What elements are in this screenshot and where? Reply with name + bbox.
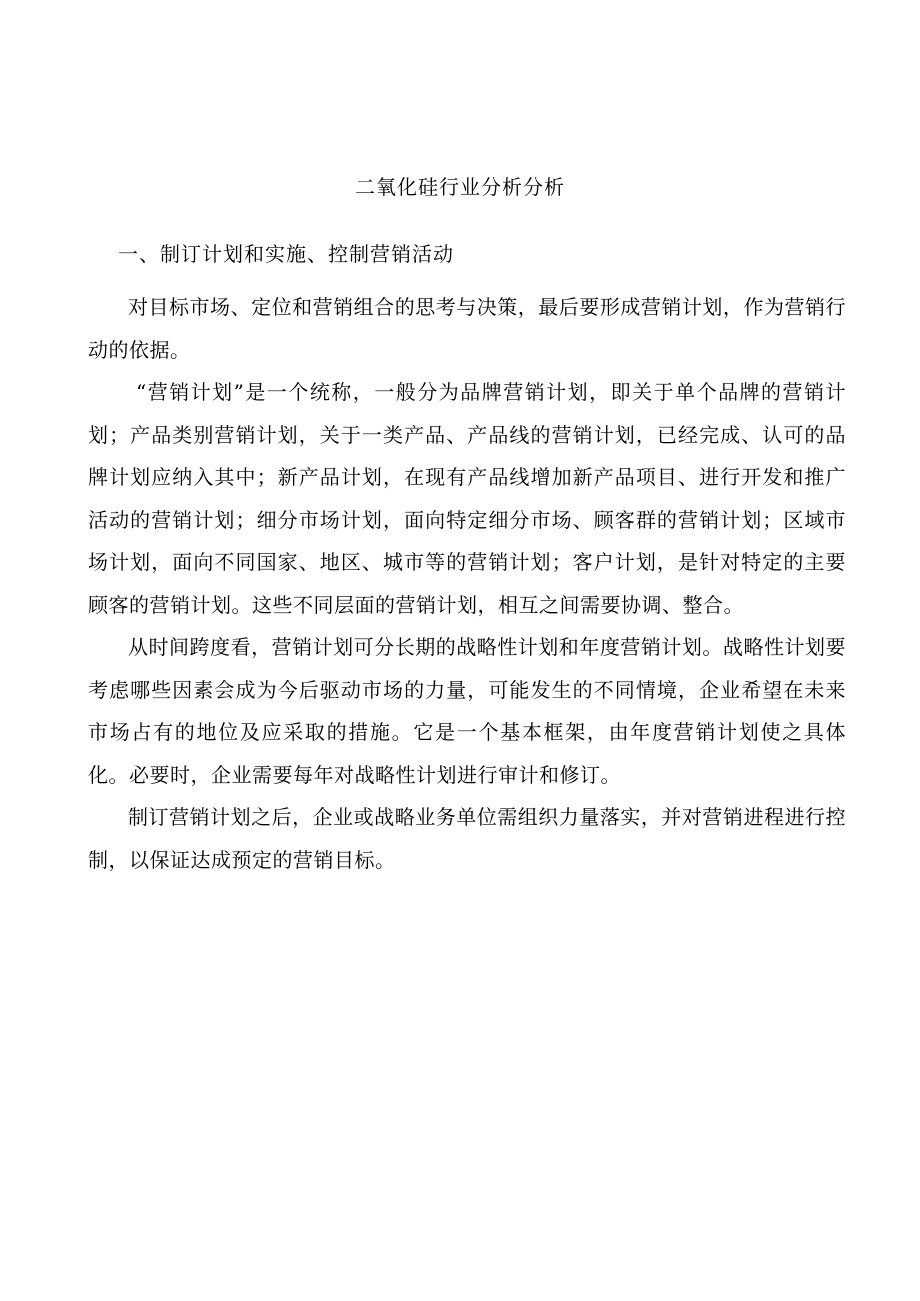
paragraph-marketing-plan-types: “营销计划”是一个统称，一般分为品牌营销计划，即关于单个品牌的营销计划；产品类别营销计划，关于一类产品、产品线的营销计划，已经完成、认可的品牌计划应纳入其中；新产品计划，在现有产品线增加新产品项目、进行开发和推广活动的营销计划；细分市场计划，面向特定细分市场、顾客群的营销计划；区域市场计划，面向不同国家、地区、城市等的营销计划；客户计划，是针对特定的主要顾客的营销计划。这些不同层面的营销计划，相互之间需要协调、整合。 — [88, 380, 846, 617]
paragraph-implementation-control: 制订营销计划之后，企业或战略业务单位需组织力量落实，并对营销进程进行控制，以保证达成预定的营销目标。 — [88, 805, 846, 872]
paragraph-time-span: 从时间跨度看，营销计划可分长期的战略性计划和年度营销计划。战略性计划要考虑哪些因素会成为今后驱动市场的力量，可能发生的不同情境，企业希望在未来市场占有的地位及应采取的措施。它是一个基本框架，由年度营销计划使之具体化。必要时，企业需要每年对战略性计划进行审计和修订。 — [88, 635, 846, 787]
section-heading: 一、制订计划和实施、控制营销活动 — [118, 242, 454, 266]
document-body — [88, 286, 846, 881]
document-title: 二氧化硅行业分析分析 — [355, 175, 565, 199]
paragraph-marketing-plan-basis: 对目标市场、定位和营销组合的思考与决策，最后要形成营销计划，作为营销行动的依据。 — [88, 295, 846, 362]
